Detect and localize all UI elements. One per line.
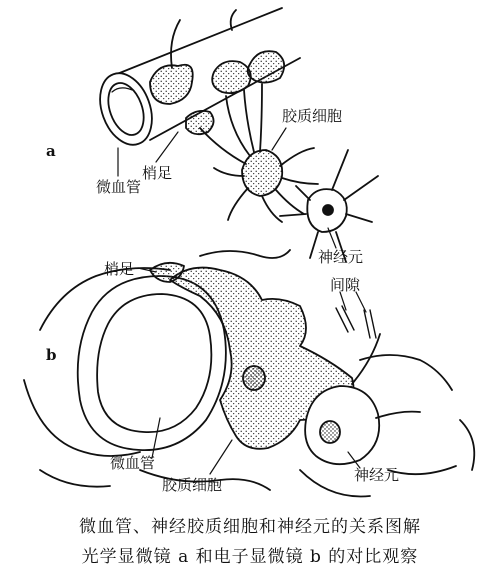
caption-line-1: 微血管、神经胶质细胞和神经元的关系图解 (79, 517, 421, 537)
panel-b-drawing (24, 250, 474, 496)
neuron-body-b (305, 386, 379, 464)
label-a-glia: 胶质细胞 (282, 107, 343, 125)
label-a-endfoot: 梢足 (142, 164, 173, 182)
endfoot-blob-3 (248, 51, 284, 82)
endfoot-blob-1 (150, 65, 193, 104)
label-b-gap: 间隙 (330, 276, 361, 294)
label-a-capillary: 微血管 (96, 178, 142, 196)
label-a-neuron: 神经元 (318, 248, 364, 266)
label-b-glia: 胶质细胞 (162, 476, 223, 494)
label-b-capillary: 微血管 (110, 454, 156, 472)
capillary-outer-b (78, 276, 226, 450)
endfoot-blob-2 (212, 61, 250, 93)
panel-a-drawing (91, 8, 378, 262)
label-b-neuron: 神经元 (354, 466, 400, 484)
panel-label-a: a (46, 142, 56, 160)
caption-line-2: 光学显微镜 a 和电子显微镜 b 的对比观察 (81, 547, 419, 567)
label-b-endfoot: 梢足 (104, 260, 135, 278)
panel-label-b: b (46, 346, 57, 364)
endfoot-blob-4 (186, 111, 214, 134)
